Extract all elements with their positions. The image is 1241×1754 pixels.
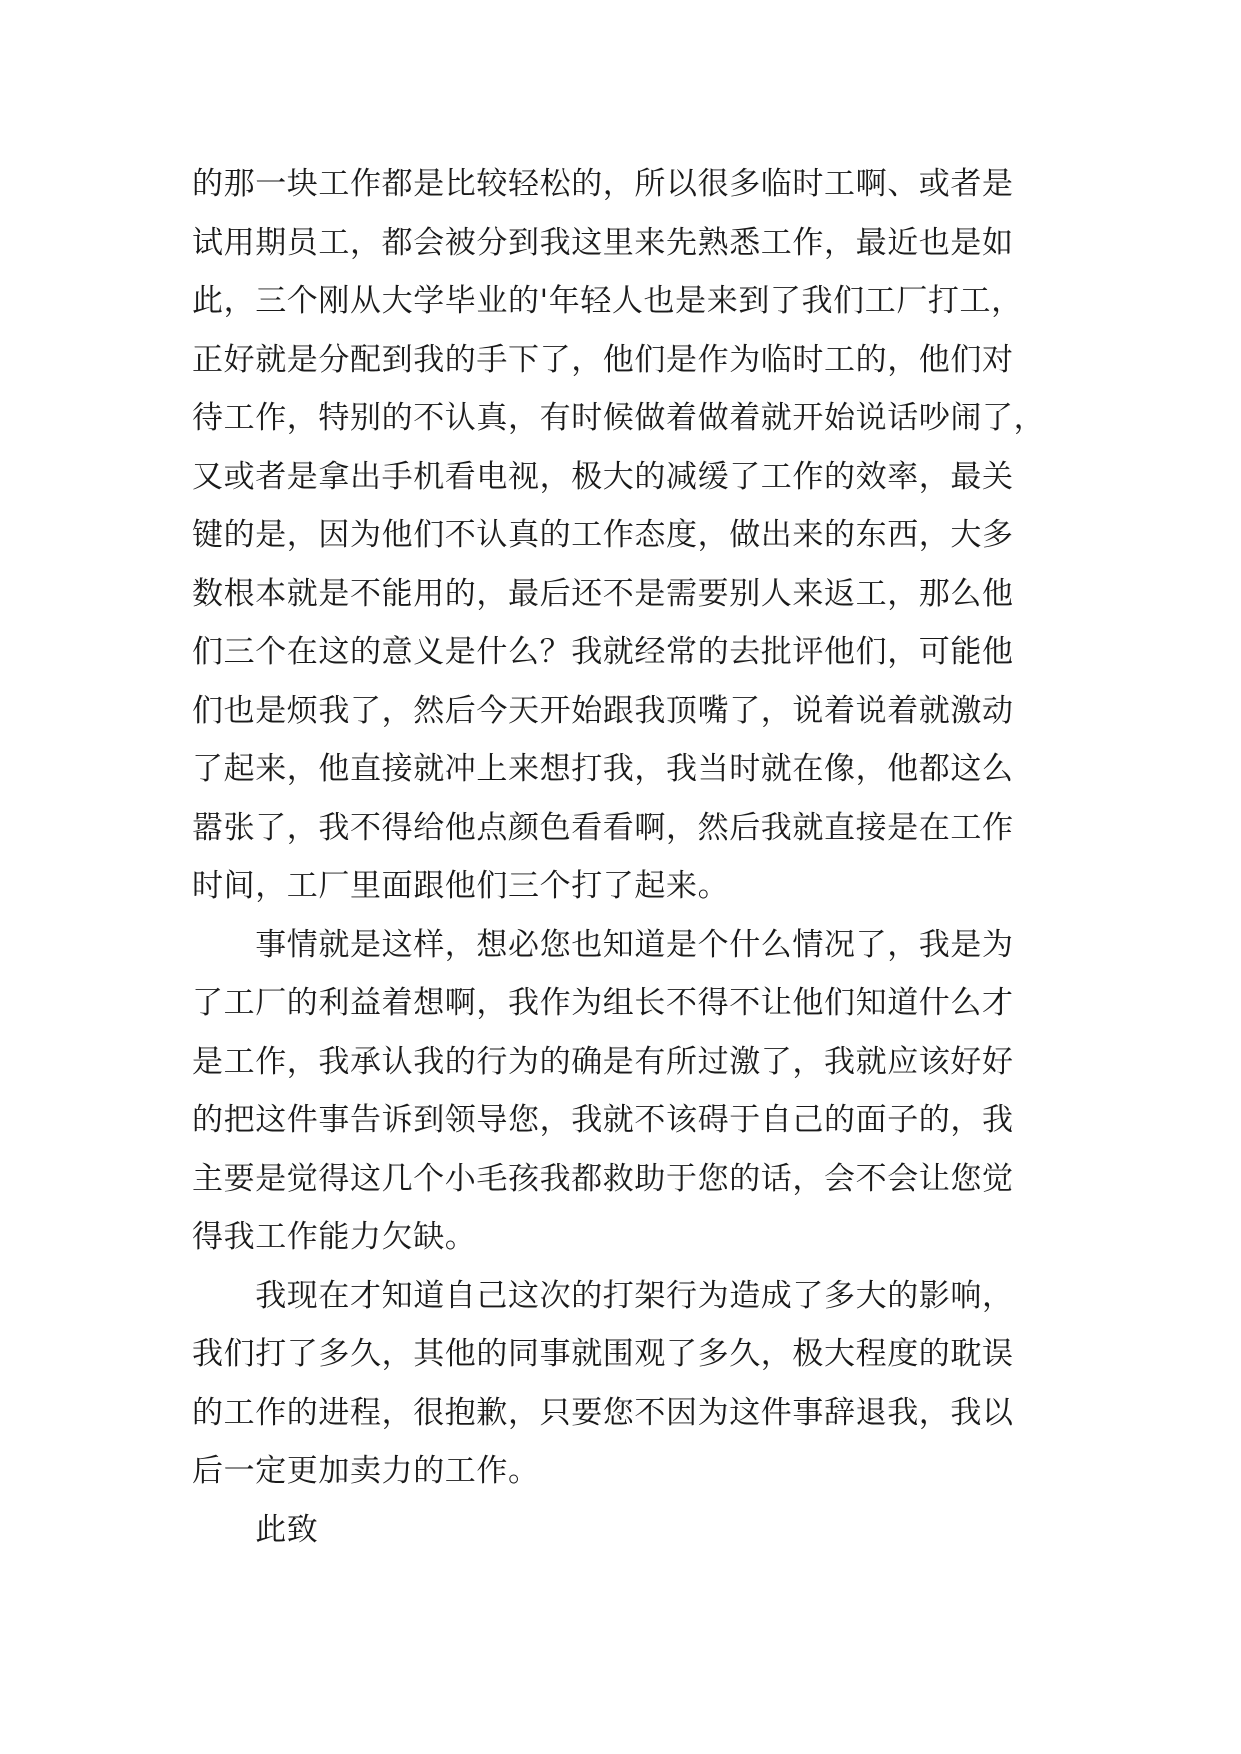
text-line: 们三个在这的意义是什么？我就经常的去批评他们，可能他 [192,634,1014,670]
text-line: 的那一块工作都是比较轻松的，所以很多临时工啊、或者是 [192,166,1014,202]
text-line: 的工作的进程，很抱歉，只要您不因为这件事辞退我，我以 [192,1394,1014,1431]
text-line: 嚣张了，我不得给他点颜色看看啊，然后我就直接是在工作 [192,809,1014,846]
text-line: 们也是烦我了，然后今天开始跟我顶嘴了，说着说着就激动 [192,692,1014,729]
letter-body [192,155,1052,1559]
text-line: 此，三个刚从大学毕业的'年轻人也是来到了我们工厂打工， [192,283,1023,319]
closing-salutation: 此致 [192,1511,319,1548]
text-line: 我们打了多久，其他的同事就围观了多久，极大程度的耽误 [192,1336,1014,1372]
text-line: 正好就是分配到我的手下了，他们是作为临时工的，他们对 [192,341,1014,378]
text-line: 又或者是拿出手机看电视，极大的减缓了工作的效率，最关 [192,458,1014,495]
text-line: 待工作，特别的不认真，有时候做着做着就开始说话吵闹了， [192,400,1046,436]
text-line: 后一定更加卖力的工作。 [192,1453,540,1489]
text-line: 试用期员工，都会被分到我这里来先熟悉工作，最近也是如 [192,224,1014,261]
paragraph-start-line: 事情就是这样，想必您也知道是个什么情况了，我是为 [192,926,1014,963]
text-line: 键的是，因为他们不认真的工作态度，做出来的东西，大多 [192,517,1014,553]
paragraph-start-line: 我现在才知道自己这次的打架行为造成了多大的影响， [192,1277,1014,1314]
text-line: 的把这件事告诉到领导您，我就不该碍于自己的面子的，我 [192,1102,1014,1138]
text-line: 时间，工厂里面跟他们三个打了起来。 [192,868,730,904]
text-line: 得我工作能力欠缺。 [192,1219,477,1255]
text-line: 数根本就是不能用的，最后还不是需要别人来返工，那么他 [192,575,1014,612]
text-line: 是工作，我承认我的行为的确是有所过激了，我就应该好好 [192,1043,1014,1080]
text-line: 了工厂的利益着想啊，我作为组长不得不让他们知道什么才 [192,985,1014,1021]
text-line: 主要是觉得这几个小毛孩我都救助于您的话，会不会让您觉 [192,1160,1014,1197]
text-line: 了起来，他直接就冲上来想打我，我当时就在像，他都这么 [192,751,1014,787]
